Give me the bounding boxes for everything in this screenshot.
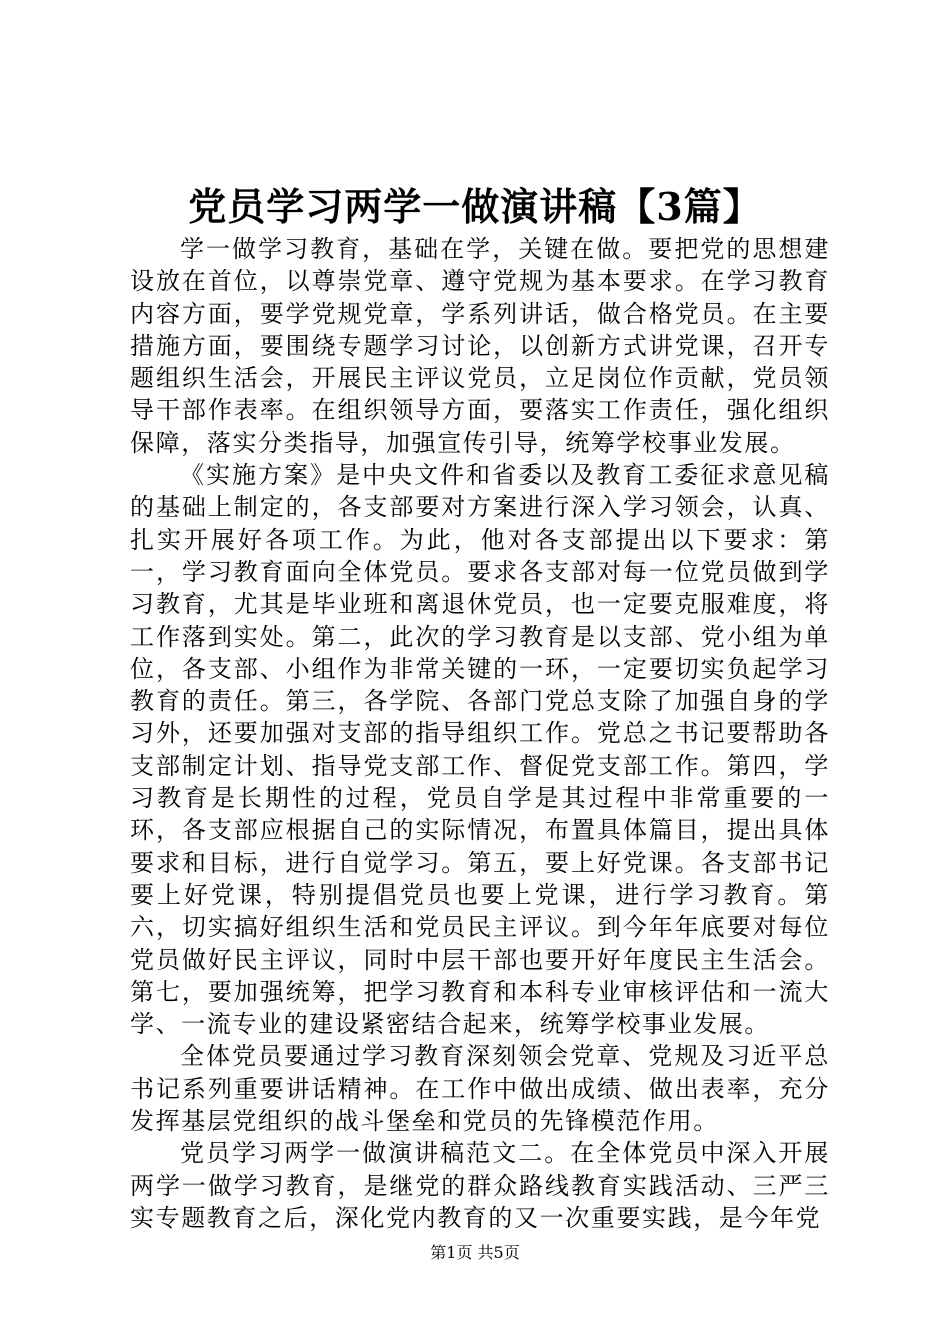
paragraph-4: 党员学习两学一做演讲稿范文二。在全体党员中深入开展两学一做学习教育，是继党的群众路线教育实践活动、三严三实专题教育之后，深化党内教育的又一次重要实践，是今年党 — [130, 1139, 830, 1232]
document-title: 党员学习两学一做演讲稿【3篇】 — [188, 184, 762, 229]
paragraph-3: 全体党员要通过学习教育深刻领会党章、党规及习近平总书记系列重要讲话精神。在工作中做出成绩、做出表率，充分发挥基层党组织的战斗堡垒和党员的先锋模范作用。 — [130, 1042, 830, 1136]
paragraph-1: 学一做学习教育，基础在学，关键在做。要把党的思想建设放在首位，以尊崇党章、遵守党规为基本要求。在学习教育内容方面，要学党规党章，学系列讲话，做合格党员。在主要措施方面，要围绕专题学习讨论，以创新方式讲党课，召开专题组织生活会，开展民主评议党员，立足岗位作贡献，党员领导干部作表率。在组织领导方面，要落实工作责任，强化组织保障，落实分类指导，加强宣传引导，统筹学校事业发展。 — [130, 235, 830, 457]
paragraph-2: 《实施方案》是中央文件和省委以及教育工委征求意见稿的基础上制定的，各支部要对方案进行深入学习领会，认真、扎实开展好各项工作。为此，他对各支部提出以下要求：第一，学习教育面向全体党员。要求各支部对每一位党员做到学习教育，尤其是毕业班和离退休党员，也一定要克服难度，将工作落到实处。第二，此次的学习教育是以支部、党小组为单位，各支部、小组作为非常关键的一环，一定要切实负起学习教育的责任。第三，各学院、各部门党总支除了加强自身的学习外，还要加强对支部的指导组织工作。党总之书记要帮助各支部制定计划、指导党支部工作、督促党支部工作。第四，学习教育是长期性的过程，党员自学是其过程中非常重要的一环，各支部应根据自己的实际情况，布置具体篇目，提出具体要求和目标，进行自觉学习。第五，要上好党课。各支部书记要上好党课，特别提倡党员也要上党课，进行学习教育。第六，切实搞好组织生活和党员民主评议。到今年年底要对每位党员做好民主评议，同时中层干部也要开好年度民主生活会。第七，要加强统筹，把学习教育和本科专业审核评估和一流大学、一流专业的建设紧密结合起来，统筹学校事业发展。 — [130, 461, 830, 1039]
document-body — [130, 233, 830, 1234]
page-footer: 第1页 共5页 — [430, 1243, 520, 1262]
